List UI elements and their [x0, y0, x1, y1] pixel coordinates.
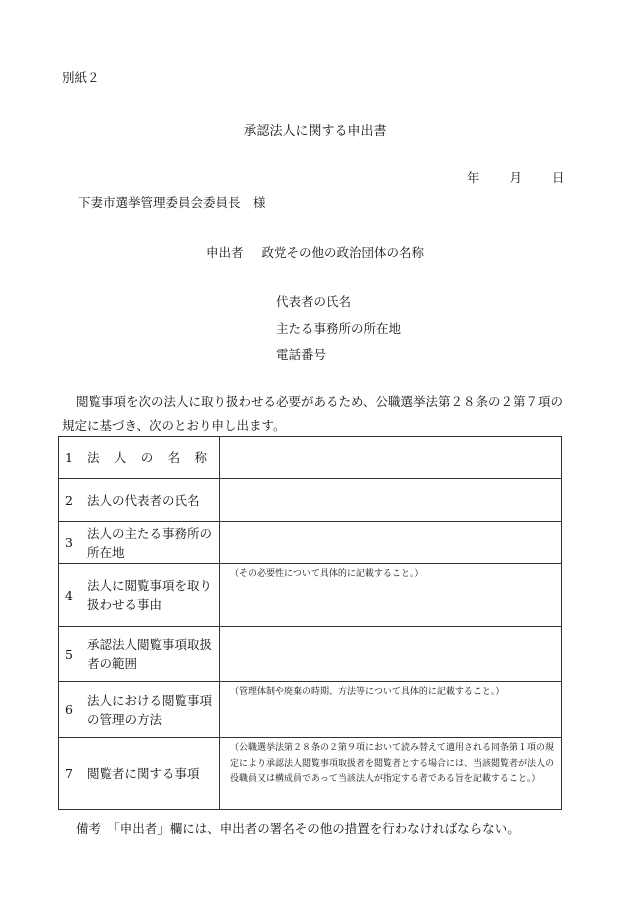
row-label: 法 人 の 名 称	[87, 450, 207, 465]
row-label-cell	[59, 479, 220, 522]
applicant-label: 申出者	[206, 245, 244, 260]
row-label-cell	[59, 564, 220, 627]
row-label: 承認法人閲覧事項取扱者の範囲	[87, 637, 213, 671]
row-value-cell[interactable]	[220, 437, 562, 479]
row-value-cell[interactable]	[220, 522, 562, 564]
rep-name-label: 代表者の氏名	[276, 294, 352, 309]
table-row	[59, 627, 562, 682]
row-number: 6	[65, 702, 73, 717]
row-label-cell	[59, 682, 220, 738]
row-note: （その必要性について具体的に記載すること。）	[230, 569, 424, 579]
table-row	[59, 437, 562, 479]
row-label-cell	[59, 437, 220, 479]
row-label-cell	[59, 522, 220, 564]
row-value-cell[interactable]	[220, 627, 562, 682]
document-title: 承認法人に関する申出書	[243, 124, 387, 139]
table-row	[59, 738, 562, 810]
row-value-cell[interactable]	[220, 738, 562, 810]
row-label: 法人の主たる事務所の所在地	[87, 525, 213, 560]
applicant-row	[206, 243, 424, 261]
row-label-cell	[59, 627, 220, 682]
row-note: （公職選挙法第２８条の２第９項において読み替えて適用される同条第１項の規定により承認法人閲覧事項取扱者を閲覧者とする場合には、当該閲覧者が法人の役職員又は構成員であって当該法人が指定する者である旨を記載すること。）	[230, 743, 555, 784]
date-year: 年	[467, 170, 480, 185]
row-number: 2	[65, 492, 73, 508]
row-number: 7	[65, 766, 73, 781]
row-note: （管理体制や廃棄の時期、方法等について具体的に記載すること。）	[230, 687, 505, 697]
row-value-cell[interactable]	[220, 479, 562, 522]
row-number: 4	[65, 587, 73, 603]
details-table	[58, 436, 562, 810]
table-row	[59, 564, 562, 627]
table-row	[59, 682, 562, 738]
row-number: 1	[65, 450, 73, 465]
row-label: 法人の代表者の氏名	[87, 492, 200, 508]
row-number: 3	[65, 535, 73, 550]
date-day: 日	[552, 170, 565, 185]
phone-label: 電話番号	[276, 347, 327, 362]
row-number: 5	[65, 646, 73, 662]
row-value-cell[interactable]	[220, 682, 562, 738]
remark: 備考 「申出者」欄には、申出者の署名その他の措置を行わなければならない。	[76, 821, 520, 836]
form-label: 別紙２	[62, 70, 100, 85]
office-address-label: 主たる事務所の所在地	[276, 321, 402, 336]
row-label: 法人に閲覧事項を取り扱わせる事由	[87, 578, 213, 612]
row-label: 法人における閲覧事項の管理の方法	[87, 692, 213, 727]
addressee: 下妻市選挙管理委員会委員長 様	[78, 195, 266, 210]
row-label-cell	[59, 738, 220, 810]
date-month: 月	[509, 170, 523, 185]
intro-paragraph: 閲覧事項を次の法人に取り扱わせる必要があるため、公職選挙法第２８条の２第７項の規定に基づき、次のとおり申し出ます。	[62, 394, 564, 433]
table-row	[59, 479, 562, 522]
date-line	[467, 168, 565, 186]
table-row	[59, 522, 562, 564]
row-value-cell[interactable]	[220, 564, 562, 627]
org-name-label: 政党その他の政治団体の名称	[261, 245, 425, 260]
row-label: 閲覧者に関する事項	[87, 766, 200, 781]
